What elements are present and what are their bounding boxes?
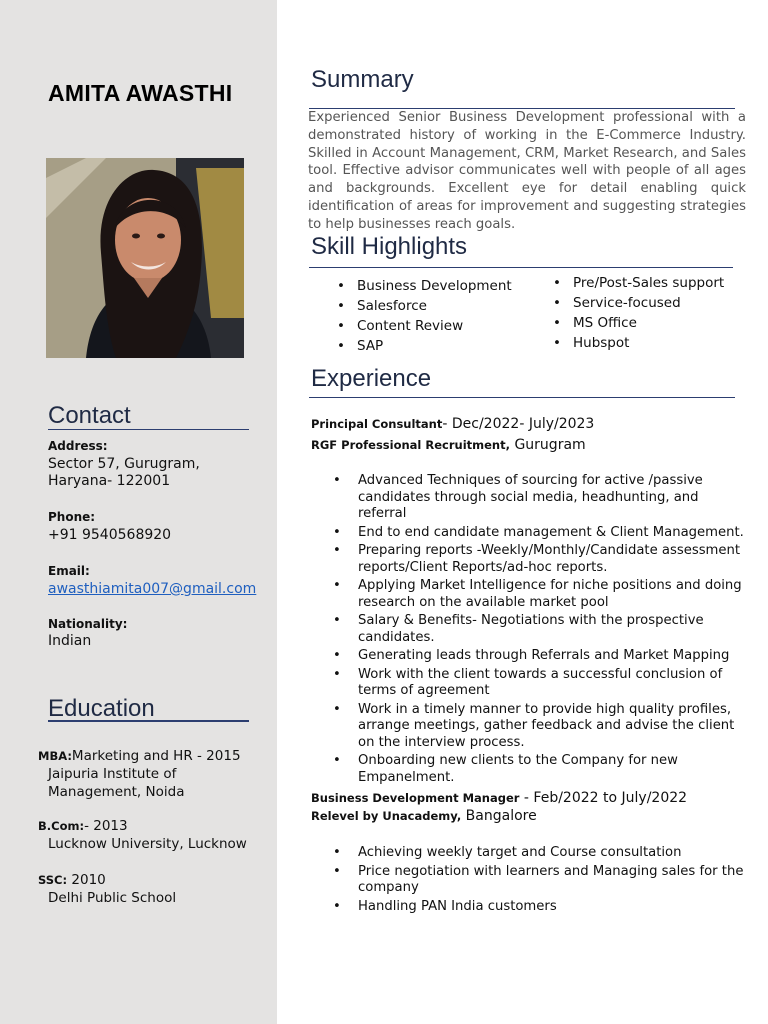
list-item: • Preparing reports -Weekly/Monthly/Candidate assessment reports/Client Reports/ad-hoc reports. bbox=[333, 543, 748, 576]
education-degree: SSC: bbox=[38, 873, 68, 887]
address-label: Address: bbox=[48, 439, 108, 453]
job-company-row bbox=[311, 808, 537, 824]
list-item: • Generating leads through Referrals and Market Mapping bbox=[333, 648, 748, 665]
education-item bbox=[38, 817, 268, 853]
education-divider bbox=[48, 720, 249, 722]
job-title: Principal Consultant bbox=[311, 417, 443, 431]
skills-heading: Skill Highlights bbox=[311, 233, 468, 260]
education-school-line1: Lucknow University, Lucknow bbox=[48, 836, 247, 852]
address-line1: Sector 57, Gurugram, bbox=[48, 456, 200, 472]
education-item bbox=[38, 871, 268, 907]
list-item: • Advanced Techniques of sourcing for active /passive candidates through social media, headhunting, and referral bbox=[333, 473, 748, 523]
education-school-line2: Management, Noida bbox=[48, 784, 185, 800]
phone-value: +91 9540568920 bbox=[48, 527, 172, 543]
job-company: RGF Professional Recruitment, bbox=[311, 438, 510, 452]
summary-text: Experienced Senior Business Development professional with a demonstrated history of working in the E-Commerce Industry. Skilled in Account Management, CRM, Market Research, and Sales tool. Effective advisor communicates well with people of all ages and backgrounds. Excellent eye for detail enabling quick identification of areas for improvement and suggesting strategies to help businesses reach goals. bbox=[308, 110, 746, 232]
skills-list-right bbox=[549, 273, 724, 353]
job-company-row bbox=[311, 437, 586, 453]
profile-photo bbox=[46, 158, 244, 358]
job-title-row bbox=[311, 790, 687, 806]
education-detail: Marketing and HR - 2015 bbox=[71, 748, 241, 764]
skill-item: • Content Review bbox=[333, 316, 512, 336]
job-dates: - Dec/2022- July/2023 bbox=[442, 416, 595, 432]
list-item: • Price negotiation with learners and Managing sales for the company bbox=[333, 864, 748, 897]
summary-heading: Summary bbox=[311, 66, 414, 93]
skill-item: • Business Development bbox=[333, 276, 512, 296]
list-item: • End to end candidate management & Client Management. bbox=[333, 525, 748, 542]
job-duties-list bbox=[333, 845, 748, 917]
skills-list-left bbox=[333, 276, 512, 356]
email-row bbox=[48, 581, 268, 598]
email-label: Email: bbox=[48, 564, 90, 578]
job-location: Bangalore bbox=[465, 808, 537, 824]
nationality-label: Nationality: bbox=[48, 617, 128, 631]
email-link[interactable]: awasthiamita007@gmail.com bbox=[48, 581, 257, 597]
education-school-line1: Jaipuria Institute of bbox=[48, 766, 177, 782]
phone-label: Phone: bbox=[48, 510, 96, 524]
education-heading: Education bbox=[48, 695, 155, 722]
contact-heading: Contact bbox=[48, 402, 131, 429]
education-item bbox=[38, 747, 268, 801]
skill-item: • Pre/Post-Sales support bbox=[549, 273, 724, 293]
candidate-name: AMITA AWASTHI bbox=[48, 80, 233, 106]
experience-divider bbox=[309, 397, 735, 398]
skill-item: • MS Office bbox=[549, 313, 724, 333]
list-item: • Applying Market Intelligence for niche positions and doing research on the available market pool bbox=[333, 578, 748, 611]
job-title: Business Development Manager bbox=[311, 791, 520, 805]
job-duties-list bbox=[333, 473, 748, 788]
list-item: • Work with the client towards a successful conclusion of terms of agreement bbox=[333, 667, 748, 700]
person-photo-icon bbox=[46, 158, 244, 358]
contact-divider bbox=[48, 429, 249, 430]
list-item: • Achieving weekly target and Course consultation bbox=[333, 845, 748, 862]
experience-heading: Experience bbox=[311, 365, 432, 392]
job-company: Relevel by Unacademy, bbox=[311, 809, 462, 823]
skill-item: • SAP bbox=[333, 336, 512, 356]
education-detail: - 2013 bbox=[84, 818, 128, 834]
skill-item: • Service-focused bbox=[549, 293, 724, 313]
job-dates: - Feb/2022 to July/2022 bbox=[523, 790, 688, 806]
list-item: • Work in a timely manner to provide high quality profiles, arrange meetings, gather feedback and advise the client on the interview process. bbox=[333, 702, 748, 752]
job-location: Gurugram bbox=[514, 437, 586, 453]
education-school-line1: Delhi Public School bbox=[48, 890, 177, 906]
skill-item: • Salesforce bbox=[333, 296, 512, 316]
education-degree: B.Com: bbox=[38, 819, 85, 833]
list-item: • Handling PAN India customers bbox=[333, 899, 748, 916]
skills-divider bbox=[309, 267, 733, 268]
education-detail: 2010 bbox=[71, 872, 106, 888]
skill-item: • Hubspot bbox=[549, 333, 724, 353]
job-title-row bbox=[311, 416, 594, 432]
list-item: • Salary & Benefits- Negotiations with the prospective candidates. bbox=[333, 613, 748, 646]
list-item: • Onboarding new clients to the Company for new Empanelment. bbox=[333, 753, 748, 786]
nationality-value: Indian bbox=[48, 633, 92, 649]
education-degree: MBA: bbox=[38, 749, 72, 763]
address-line2: Haryana- 122001 bbox=[48, 473, 171, 489]
